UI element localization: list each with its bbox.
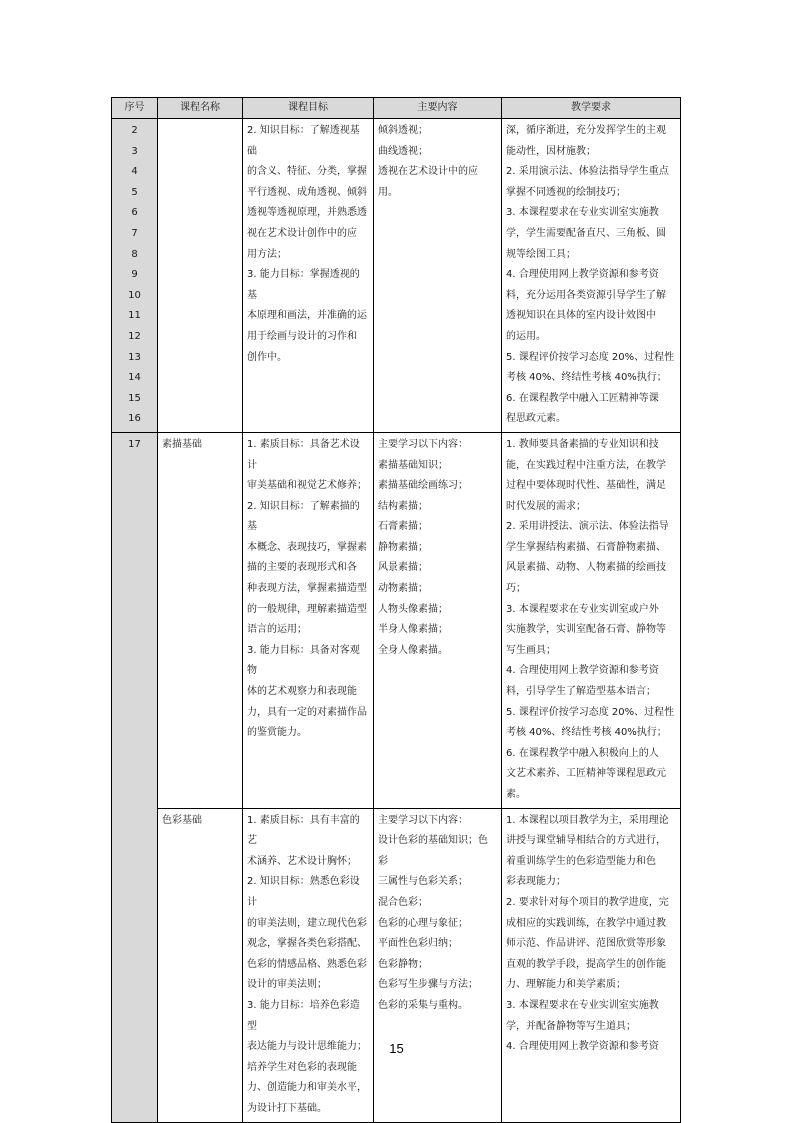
content-line: 平面性色彩归纳； bbox=[378, 938, 458, 950]
seq-number: 8 bbox=[131, 248, 138, 260]
seq-number: 3 bbox=[131, 145, 138, 157]
req-line: 写生画具； bbox=[506, 644, 556, 656]
req-line: 学，学生需要配备直尺、三角板、圆 bbox=[506, 227, 666, 239]
teaching-requirements-cell bbox=[502, 119, 681, 433]
goal-line: 1. 素质目标：具有丰富的艺 bbox=[247, 814, 360, 847]
seq-number: 6 bbox=[131, 207, 138, 219]
req-line: 2. 要求针对每个项目的教学进度，完 bbox=[506, 896, 669, 908]
course-goal-cell bbox=[243, 432, 374, 808]
req-line: 直观的教学手段，提高学生的创作能 bbox=[506, 958, 666, 970]
req-line: 3. 本课程要求在专业实训室实施教 bbox=[506, 207, 659, 219]
goal-line: 种表现方法，掌握素描造型 bbox=[247, 583, 367, 595]
content-line: 人物头像素描； bbox=[378, 603, 448, 615]
req-line: 成相应的实践训练，在教学中通过教 bbox=[506, 917, 666, 929]
goal-line: 视在艺术设计创作中的应 bbox=[247, 227, 357, 239]
req-line: 考核 40%、终结性考核 40%执行； bbox=[506, 372, 667, 384]
req-line: 素。 bbox=[506, 789, 526, 800]
content-line: 混合色彩； bbox=[378, 896, 428, 908]
content-line: 静物素描； bbox=[378, 541, 428, 553]
req-line: 风景素描、动物、人物素描的绘画技 bbox=[506, 562, 666, 574]
main-content-cell bbox=[374, 432, 502, 808]
page-number: 15 bbox=[389, 1041, 404, 1056]
seq-number: 5 bbox=[131, 186, 138, 198]
table-row bbox=[112, 119, 681, 433]
req-line: 4. 合理使用网上教学资源和参考资 bbox=[506, 269, 659, 281]
seq-number: 16 bbox=[128, 413, 141, 425]
req-line: 2. 采用演示法、体验法指导学生重点 bbox=[506, 166, 669, 178]
content-line: 动物素描； bbox=[378, 583, 428, 595]
header-teaching-requirements: 教学要求 bbox=[502, 98, 681, 119]
req-line: 着重训练学生的色彩造型能力和色 bbox=[506, 855, 656, 867]
req-line: 学，并配备静物等写生道具； bbox=[506, 1020, 636, 1032]
content-line: 素描基础知识； bbox=[378, 459, 448, 471]
goal-line: 语言的运用； bbox=[247, 624, 307, 636]
course-goal-cell bbox=[243, 119, 374, 433]
goal-line: 描的主要的表现形式和各 bbox=[247, 562, 357, 574]
seq-number: 2 bbox=[131, 125, 138, 136]
content-line: 素描基础绘画练习； bbox=[378, 480, 468, 492]
goal-line: 平行透视、成角透视、倾斜 bbox=[247, 186, 367, 198]
header-main-content: 主要内容 bbox=[374, 98, 502, 119]
goal-line: 的含义、特征、分类，掌握 bbox=[247, 166, 367, 178]
goal-line: 2. 知识目标：熟悉色彩设计 bbox=[247, 876, 360, 908]
seq-number: 14 bbox=[128, 372, 141, 384]
goal-line: 为设计打下基础。 bbox=[247, 1102, 327, 1114]
req-line: 程思政元素。 bbox=[506, 413, 566, 425]
req-line: 3. 本课程要求在专业实训室或户外 bbox=[506, 603, 659, 615]
req-line: 力、理解能力和美学素质； bbox=[506, 979, 626, 991]
req-line: 文艺术素养、工匠精神等课程思政元 bbox=[506, 768, 666, 780]
goal-line: 术涵养、艺术设计胸怀； bbox=[247, 855, 357, 867]
req-line: 2. 采用讲授法、演示法、体验法指导 bbox=[506, 521, 669, 533]
table-row bbox=[112, 808, 681, 1122]
req-line: 能，在实践过程中注重方法，在教学 bbox=[506, 459, 666, 471]
goal-line: 色彩的情感品格、熟悉色彩 bbox=[247, 958, 367, 970]
content-line: 色彩静物； bbox=[378, 958, 428, 970]
goal-line: 用于绘画与设计的习作和 bbox=[247, 330, 357, 342]
req-line: 5. 课程评价按学习态度 20%、过程性 bbox=[506, 706, 675, 718]
req-line: 5. 课程评价按学习态度 20%、过程性 bbox=[506, 351, 675, 363]
req-line: 透视知识在具体的室内设计效图中 bbox=[506, 310, 656, 322]
goal-line: 本概念、表现技巧，掌握素 bbox=[247, 541, 367, 553]
req-line: 料，引导学生了解造型基本语言； bbox=[506, 686, 656, 698]
goal-line: 力、创造能力和审美水平， bbox=[247, 1082, 367, 1094]
goal-line: 表达能力与设计思维能力； bbox=[247, 1041, 367, 1053]
content-line: 曲线透视； bbox=[378, 145, 428, 157]
req-line: 过程中要体现时代性、基础性，满足 bbox=[506, 480, 666, 492]
seq-number: 13 bbox=[128, 351, 141, 363]
content-line: 结构素描； bbox=[378, 500, 428, 512]
header-seq: 序号 bbox=[112, 98, 158, 119]
goal-line: 1. 素质目标：具备艺术设计 bbox=[247, 438, 360, 471]
goal-line: 体的艺术观察力和表现能 bbox=[247, 686, 357, 698]
content-line: 风景素描； bbox=[378, 562, 428, 574]
content-line: 色彩写生步骤与方法； bbox=[378, 979, 478, 991]
seq-cell bbox=[112, 119, 158, 433]
goal-line: 的审美法则，建立现代色彩 bbox=[247, 917, 367, 929]
seq-number: 9 bbox=[131, 269, 138, 281]
req-line: 4. 合理使用网上教学资源和参考资 bbox=[506, 665, 659, 677]
req-line: 掌握不同透视的绘制技巧； bbox=[506, 186, 626, 198]
req-line: 彩表现能力； bbox=[506, 876, 566, 888]
main-content-cell bbox=[374, 119, 502, 433]
goal-line: 2. 知识目标：了解透视基础 bbox=[247, 125, 360, 157]
goal-line: 观念，掌握各类色彩搭配、 bbox=[247, 938, 367, 950]
req-line: 的运用。 bbox=[506, 330, 546, 342]
goal-line: 审美基础和视觉艺术修养； bbox=[247, 480, 367, 492]
header-course-goal: 课程目标 bbox=[243, 98, 374, 119]
req-line: 4. 合理使用网上教学资源和参考资 bbox=[506, 1041, 659, 1053]
content-line: 主要学习以下内容： bbox=[378, 438, 468, 450]
goal-line: 的鉴赏能力。 bbox=[247, 727, 307, 739]
req-line: 讲授与课堂辅导相结合的方式进行， bbox=[506, 835, 666, 847]
req-line: 料，充分运用各类资源引导学生了解 bbox=[506, 289, 666, 301]
goal-line: 2. 知识目标：了解素描的基 bbox=[247, 500, 360, 533]
req-line: 学生掌握结构素描、石膏静物素描、 bbox=[506, 541, 666, 553]
course-goal-cell bbox=[243, 808, 374, 1122]
course-name-cell bbox=[158, 119, 243, 433]
req-line: 时代发展的需求； bbox=[506, 500, 586, 512]
content-line: 透视在艺术设计中的应用。 bbox=[378, 166, 478, 198]
req-line: 1. 教师要具备素描的专业知识和技 bbox=[506, 438, 659, 450]
goal-line: 3. 能力目标：掌握透视的基 bbox=[247, 269, 360, 301]
content-line: 半身人像素描； bbox=[378, 624, 448, 636]
content-line: 色彩的采集与重构。 bbox=[378, 999, 468, 1011]
content-line: 石膏素描； bbox=[378, 521, 428, 533]
goal-line: 3. 能力目标：培养色彩造型 bbox=[247, 999, 360, 1032]
goal-line: 透视等透视原理，并熟悉透 bbox=[247, 207, 367, 219]
main-content-cell bbox=[374, 808, 502, 1122]
goal-line: 创作中。 bbox=[247, 351, 287, 363]
goal-line: 设计的审美法则； bbox=[247, 979, 327, 991]
req-line: 巧； bbox=[506, 583, 526, 595]
seq-number: 7 bbox=[131, 227, 138, 239]
teaching-requirements-cell bbox=[502, 808, 681, 1122]
seq-number: 10 bbox=[128, 289, 141, 301]
seq-cell bbox=[112, 432, 158, 1122]
req-line: 实施教学，实训室配备石膏、静物等 bbox=[506, 624, 666, 636]
seq-number: 15 bbox=[128, 392, 141, 404]
table-header-row bbox=[112, 98, 681, 119]
req-line: 深，循序渐进，充分发挥学生的主观 bbox=[506, 125, 666, 136]
goal-line: 用方法； bbox=[247, 248, 287, 260]
goal-line: 3. 能力目标：具备对客观物 bbox=[247, 644, 360, 677]
req-line: 1. 本课程以项目教学为主，采用理论 bbox=[506, 814, 669, 826]
content-line: 倾斜透视； bbox=[378, 125, 428, 136]
req-line: 6. 在课程教学中融入积极向上的人 bbox=[506, 747, 659, 759]
table-row bbox=[112, 432, 681, 808]
req-line: 考核 40%、终结性考核 40%执行； bbox=[506, 727, 667, 739]
goal-line: 本原理和画法，并准确的运 bbox=[247, 310, 367, 322]
req-line: 3. 本课程要求在专业实训室实施教 bbox=[506, 999, 659, 1011]
course-name-cell: 色彩基础 bbox=[158, 808, 243, 1122]
content-line: 色彩的心理与象征； bbox=[378, 917, 468, 929]
header-course-name: 课程名称 bbox=[158, 98, 243, 119]
seq-number: 11 bbox=[128, 310, 141, 322]
req-line: 规等绘图工具； bbox=[506, 248, 576, 260]
content-line: 设计色彩的基础知识；色彩 bbox=[378, 835, 488, 867]
content-line: 三属性与色彩关系； bbox=[378, 876, 468, 888]
goal-line: 的一般规律，理解素描造型 bbox=[247, 603, 367, 615]
content-line: 主要学习以下内容： bbox=[378, 814, 468, 826]
goal-line: 培养学生对色彩的表现能 bbox=[247, 1061, 357, 1073]
req-line: 师示范、作品讲评、范图欣赏等形象 bbox=[506, 938, 666, 950]
goal-line: 力，具有一定的对素描作品 bbox=[247, 706, 367, 718]
course-name-cell: 素描基础 bbox=[158, 432, 243, 808]
seq-number: 4 bbox=[131, 166, 138, 178]
seq-number: 17 bbox=[128, 438, 141, 450]
teaching-requirements-cell bbox=[502, 432, 681, 808]
req-line: 能动性，因材施教； bbox=[506, 145, 596, 157]
content-line: 全身人像素描。 bbox=[378, 644, 448, 656]
course-table bbox=[111, 97, 681, 1123]
seq-number: 12 bbox=[128, 330, 141, 342]
req-line: 6. 在课程教学中融入工匠精神等课 bbox=[506, 392, 659, 404]
